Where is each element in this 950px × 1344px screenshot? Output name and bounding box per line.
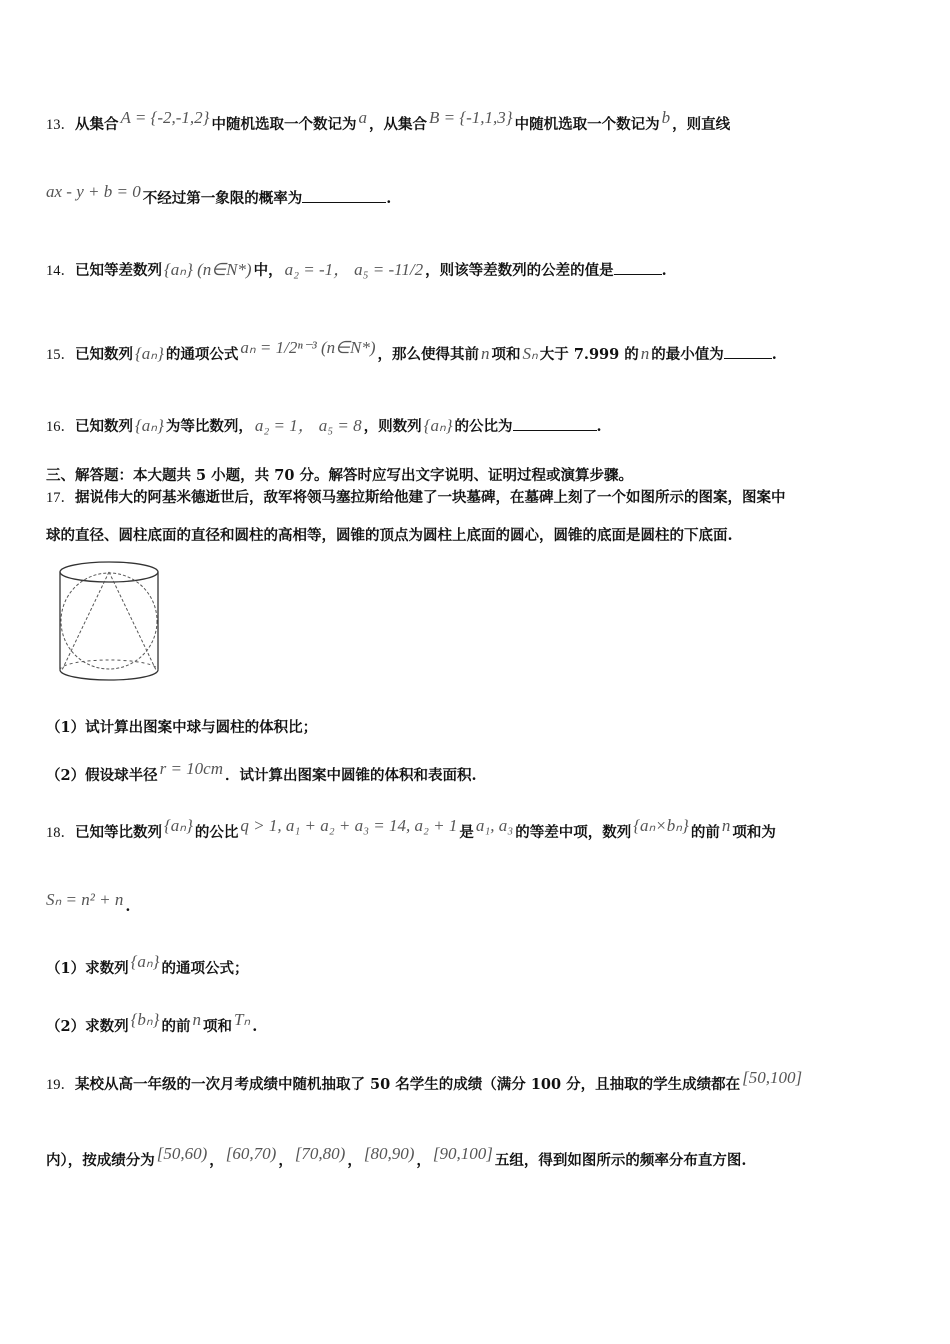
answer-blank xyxy=(724,346,772,359)
cone-left-edge xyxy=(62,572,109,670)
question-16: 16．已知数列 {aₙ} 为等比数列， a₂ = 1， a₅ = 8 ，则数列 {aₙ} 的公比为 . xyxy=(46,416,602,435)
question-18-part-1: （1）求数列 {aₙ} 的通项公式； xyxy=(46,952,249,977)
question-number: 13． xyxy=(46,117,75,133)
sphere-outline xyxy=(61,573,157,669)
question-17-part-2: （2）假设球半径 r = 10cm ．试计算出图案中圆锥的体积和表面积. xyxy=(46,759,477,784)
math-set-a: A = {-2,-1,2} xyxy=(120,108,210,127)
question-15: 15．已知数列 {aₙ} 的通项公式 aₙ = 1/2ⁿ⁻³ (n∈N*) ，那么使得其前 n 项和 Sₙ 大于 7.999 的 n 的最小值为 . xyxy=(46,338,777,363)
cone-right-edge xyxy=(109,572,156,670)
sphere-cylinder-cone-figure xyxy=(56,558,166,690)
question-18-line-1: 18．已知等比数列 {aₙ} 的公比 q > 1, a₁ + a₂ + a₃ = 14, a₂ + 1 是 a₁, a₃ 的等差中项，数列 {aₙ×bₙ} 的前 n 项和为 xyxy=(46,816,776,841)
question-17-line-1: 17．据说伟大的阿基米德逝世后，敌军将领马塞拉斯给他建了一块墓碑，在墓碑上刻了一个如图所示的图案，图案中 xyxy=(46,489,786,506)
question-18-part-2: （2）求数列 {bₙ} 的前 n 项和 Tₙ . xyxy=(46,1010,258,1035)
answer-blank xyxy=(614,262,662,275)
question-17-part-1: （1）试计算出图案中球与圆柱的体积比； xyxy=(46,719,318,736)
section-heading: 三、解答题：本大题共 5 小题，共 70 分。解答时应写出文字说明、证明过程或演算步骤。 xyxy=(46,467,633,484)
question-19-line-1: 19．某校从高一年级的一次月考成绩中随机抽取了 50 名学生的成绩（满分 100 分，且抽取的学生成绩都在 [50,100] xyxy=(46,1068,803,1093)
math-condition: q > 1, a₁ + a₂ + a₃ = 14, a₂ + 1 xyxy=(240,816,458,835)
answer-blank xyxy=(302,190,386,203)
question-13-line-2: ax - y + b = 0 不经过第一象限的概率为 . xyxy=(46,182,392,207)
question-14: 14．已知等差数列 {aₙ} (n∈N*) 中， a₂ = -1， a₅ = -11/2 ，则该等差数列的公差的值是 . xyxy=(46,260,667,279)
cylinder-bottom-front xyxy=(60,670,158,680)
math-set-b: B = {-1,1,3} xyxy=(428,108,513,127)
question-17-line-2: 球的直径、圆柱底面的直径和圆柱的高相等，圆锥的顶点为圆柱上底面的圆心，圆锥的底面是圆柱的下底面. xyxy=(46,527,733,544)
math-formula: aₙ = 1/2ⁿ⁻³ (n∈N*) xyxy=(240,338,376,357)
math-line-equation: ax - y + b = 0 xyxy=(46,182,141,201)
answer-blank xyxy=(513,418,597,431)
question-18-line-2: Sₙ = n² + n . xyxy=(46,890,131,915)
question-19-line-2: 内），按成绩分为 [50,60) ， [60,70) ， [70,80) ， [80,90) ， [90,100] 五组，得到如图所示的频率分布直方图. xyxy=(46,1144,747,1169)
question-13-line-1: 13．从集合 A = {-2,-1,2} 中随机选取一个数记为 a ，从集合 B = {-1,1,3} 中随机选取一个数记为 b ，则直线 xyxy=(46,108,731,133)
